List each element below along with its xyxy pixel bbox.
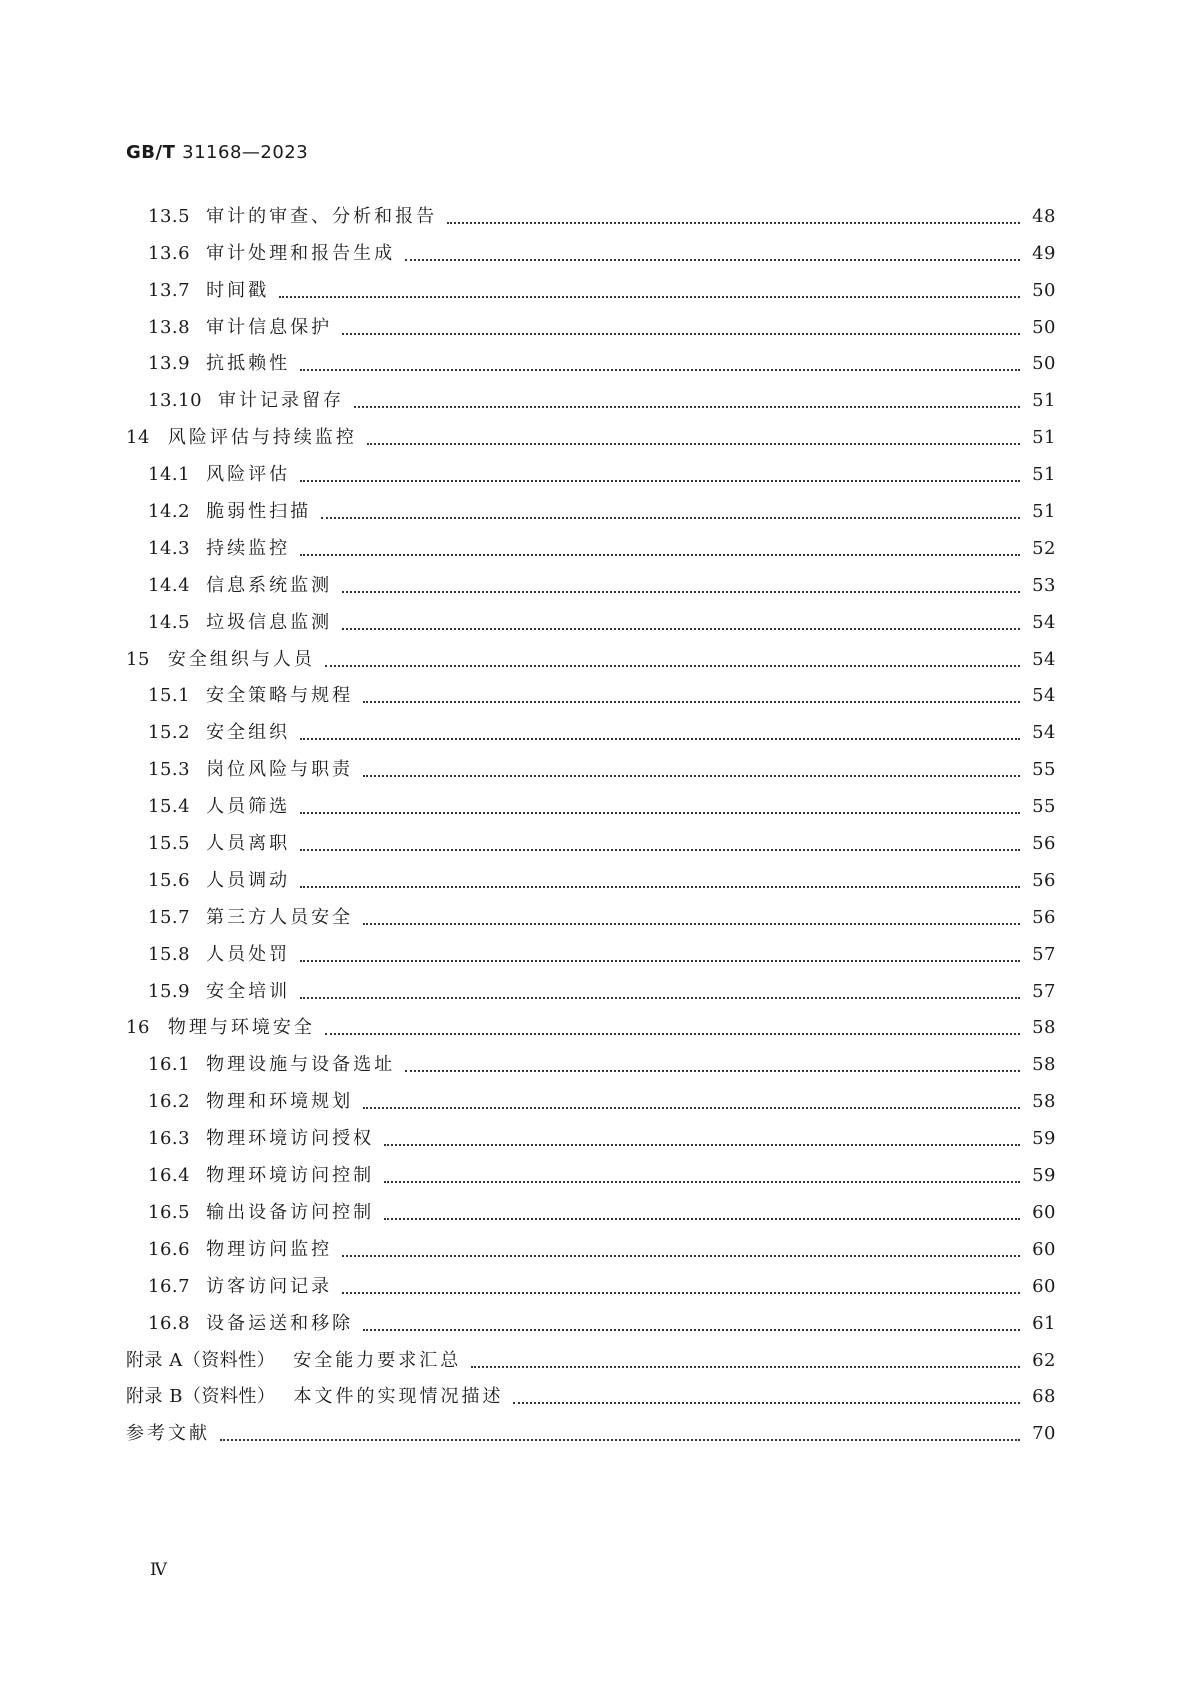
toc-entry-number: 13.5 — [148, 205, 191, 227]
toc-entry[interactable] — [126, 1076, 1056, 1113]
standard-number: 31168—2023 — [182, 142, 309, 163]
toc-entry-number: 14 — [126, 427, 150, 449]
toc-entry-title: 垃圾信息监测 — [206, 611, 333, 633]
toc-entry-title: 安全策略与规程 — [206, 685, 354, 707]
toc-entry-page: 59 — [1032, 1128, 1056, 1150]
toc-entry[interactable] — [126, 1003, 1056, 1040]
toc-entry-title: 人员筛选 — [206, 796, 291, 818]
toc-entry-page: 55 — [1032, 796, 1056, 818]
toc-leader-dots — [300, 950, 1020, 962]
toc-entry[interactable] — [126, 1039, 1056, 1076]
toc-entry-number: 15.2 — [148, 722, 191, 744]
toc-leader-dots — [384, 1171, 1020, 1183]
toc-entry[interactable] — [126, 1224, 1056, 1261]
toc-entry-page: 49 — [1032, 242, 1056, 264]
toc-entry-number: 15.6 — [148, 869, 191, 891]
toc-entry[interactable] — [126, 302, 1056, 339]
toc-leader-dots — [220, 1429, 1020, 1441]
toc-entry-number: 14.4 — [148, 574, 191, 596]
toc-entry-title: 风险评估 — [206, 464, 291, 486]
toc-entry-title: 审计的审查、分析和报告 — [206, 205, 438, 227]
toc-entry[interactable] — [126, 744, 1056, 781]
toc-entry-title: 物理与环境安全 — [167, 1017, 315, 1039]
toc-entry-number: 14.1 — [148, 464, 191, 486]
toc-leader-dots — [342, 1245, 1020, 1257]
toc-entry-title: 审计信息保护 — [206, 316, 333, 338]
toc-entry-page: 60 — [1032, 1275, 1056, 1297]
toc-entry[interactable] — [126, 560, 1056, 597]
toc-entry[interactable] — [126, 412, 1056, 449]
toc-entry-number: 附录 B（资料性） — [126, 1386, 276, 1408]
toc-leader-dots — [405, 249, 1020, 261]
toc-entry-number: 16.2 — [148, 1091, 191, 1113]
toc-entry-page: 56 — [1032, 906, 1056, 928]
toc-entry[interactable] — [126, 634, 1056, 671]
toc-entry-page: 54 — [1032, 611, 1056, 633]
toc-leader-dots — [363, 913, 1020, 925]
toc-leader-dots — [471, 1356, 1020, 1368]
toc-entry-number: 14.5 — [148, 611, 191, 633]
toc-entry-page: 56 — [1032, 869, 1056, 891]
toc-entry-page: 51 — [1032, 390, 1056, 412]
toc-entry-page: 51 — [1032, 501, 1056, 523]
toc-leader-dots — [321, 507, 1020, 519]
toc-entry-title: 人员调动 — [206, 869, 291, 891]
toc-leader-dots — [363, 1319, 1020, 1331]
toc-entry-page: 48 — [1032, 205, 1056, 227]
toc-entry-title: 输出设备访问控制 — [206, 1201, 375, 1223]
toc-entry-number: 16.3 — [148, 1128, 191, 1150]
toc-leader-dots — [300, 876, 1020, 888]
toc-entry-page: 50 — [1032, 353, 1056, 375]
toc-entry-title: 人员处罚 — [206, 943, 291, 965]
toc-leader-dots — [405, 1060, 1020, 1072]
toc-entry-page: 54 — [1032, 685, 1056, 707]
toc-leader-dots — [279, 286, 1020, 298]
toc-entry-number: 16 — [126, 1017, 150, 1039]
toc-leader-dots — [325, 1023, 1020, 1035]
toc-leader-dots — [354, 396, 1020, 408]
toc-entry-title: 物理设施与设备选址 — [206, 1054, 396, 1076]
standard-code: GB/T — [126, 142, 176, 163]
toc-leader-dots — [363, 691, 1020, 703]
toc-entry-number: 15.9 — [148, 980, 191, 1002]
toc-entry-page: 57 — [1032, 943, 1056, 965]
toc-entry-title: 安全组织 — [206, 722, 291, 744]
toc-entry-number: 15.8 — [148, 943, 191, 965]
toc-entry-title: 第三方人员安全 — [206, 906, 354, 928]
toc-entry-page: 50 — [1032, 279, 1056, 301]
toc-entry-page: 59 — [1032, 1165, 1056, 1187]
toc-entry-title: 审计处理和报告生成 — [206, 242, 396, 264]
toc-entry[interactable] — [126, 339, 1056, 376]
toc-entry[interactable] — [126, 1261, 1056, 1298]
toc-leader-dots — [300, 802, 1020, 814]
toc-entry[interactable] — [126, 966, 1056, 1003]
toc-entry-number: 14.3 — [148, 537, 191, 559]
toc-leader-dots — [384, 1134, 1020, 1146]
toc-entry-page: 52 — [1032, 537, 1056, 559]
toc-entry-number: 16.4 — [148, 1165, 191, 1187]
toc-entry[interactable] — [126, 892, 1056, 929]
page-number: Ⅳ — [150, 1560, 168, 1580]
toc-entry-page: 51 — [1032, 427, 1056, 449]
toc-entry-title: 审计记录留存 — [218, 390, 345, 412]
toc-entry-number: 15 — [126, 648, 150, 670]
toc-entry[interactable] — [126, 1408, 1056, 1445]
toc-entry-number: 14.2 — [148, 501, 191, 523]
toc-entry-title: 安全组织与人员 — [167, 648, 315, 670]
toc-leader-dots — [300, 470, 1020, 482]
toc-leader-dots — [384, 1208, 1020, 1220]
toc-entry-page: 58 — [1032, 1054, 1056, 1076]
document-header — [126, 142, 308, 163]
toc-entry[interactable] — [126, 1298, 1056, 1335]
toc-entry-page: 61 — [1032, 1312, 1056, 1334]
toc-leader-dots — [342, 323, 1020, 335]
toc-entry-page: 62 — [1032, 1349, 1056, 1371]
toc-entry-title: 岗位风险与职责 — [206, 759, 354, 781]
toc-leader-dots — [447, 212, 1020, 224]
toc-entry[interactable] — [126, 1372, 1056, 1409]
toc-entry-number: 13.6 — [148, 242, 191, 264]
toc-entry-number: 13.9 — [148, 353, 191, 375]
toc-entry-page: 57 — [1032, 980, 1056, 1002]
toc-entry[interactable] — [126, 228, 1056, 265]
toc-entry-title: 人员离职 — [206, 833, 291, 855]
toc-entry-title: 安全培训 — [206, 980, 291, 1002]
toc-entry-title: 本文件的实现情况描述 — [293, 1386, 504, 1408]
toc-leader-dots — [363, 1097, 1020, 1109]
toc-leader-dots — [342, 581, 1020, 593]
toc-entry-title: 信息系统监测 — [206, 574, 333, 596]
toc-entry-number: 16.7 — [148, 1275, 191, 1297]
toc-entry-title: 物理环境访问控制 — [206, 1165, 375, 1187]
toc-entry-number: 15.7 — [148, 906, 191, 928]
toc-entry-number: 16.1 — [148, 1054, 191, 1076]
toc-entry-page: 54 — [1032, 648, 1056, 670]
toc-entry[interactable] — [126, 486, 1056, 523]
toc-entry-page: 58 — [1032, 1091, 1056, 1113]
toc-entry-page: 58 — [1032, 1017, 1056, 1039]
toc-entry-number: 15.1 — [148, 685, 191, 707]
toc-entry-title: 脆弱性扫描 — [206, 501, 312, 523]
toc-entry-title: 抗抵赖性 — [206, 353, 291, 375]
toc-entry-title: 时间戳 — [206, 279, 270, 301]
toc-entry-number: 15.5 — [148, 833, 191, 855]
toc-leader-dots — [325, 655, 1020, 667]
toc-entry-title: 参考文献 — [126, 1423, 210, 1445]
toc-entry[interactable] — [126, 818, 1056, 855]
toc-entry-title: 设备运送和移除 — [206, 1312, 354, 1334]
toc-entry-page: 55 — [1032, 759, 1056, 781]
toc-entry-title: 访客访问记录 — [206, 1275, 333, 1297]
toc-entry[interactable] — [126, 855, 1056, 892]
toc-entry[interactable] — [126, 707, 1056, 744]
toc-entry-number: 13.8 — [148, 316, 191, 338]
toc-leader-dots — [342, 1282, 1020, 1294]
toc-entry-number: 16.8 — [148, 1312, 191, 1334]
toc-entry[interactable] — [126, 1113, 1056, 1150]
toc-entry[interactable] — [126, 449, 1056, 486]
toc-entry-page: 53 — [1032, 574, 1056, 596]
toc-leader-dots — [513, 1392, 1020, 1404]
toc-leader-dots — [367, 433, 1020, 445]
toc-leader-dots — [300, 839, 1020, 851]
toc-entry-number: 附录 A（资料性） — [126, 1349, 276, 1371]
toc-entry[interactable] — [126, 1335, 1056, 1372]
toc-entry-number: 15.4 — [148, 796, 191, 818]
toc-entry-title: 物理和环境规划 — [206, 1091, 354, 1113]
toc-entry-number: 13.7 — [148, 279, 191, 301]
table-of-contents — [126, 191, 1056, 1445]
toc-entry-title: 安全能力要求汇总 — [293, 1349, 462, 1371]
toc-leader-dots — [300, 728, 1020, 740]
toc-entry[interactable] — [126, 671, 1056, 708]
toc-entry[interactable] — [126, 1150, 1056, 1187]
toc-leader-dots — [300, 544, 1020, 556]
toc-leader-dots — [300, 987, 1020, 999]
toc-entry-page: 51 — [1032, 464, 1056, 486]
toc-entry[interactable] — [126, 523, 1056, 560]
toc-entry[interactable] — [126, 191, 1056, 228]
toc-entry-number: 15.3 — [148, 759, 191, 781]
toc-entry[interactable] — [126, 265, 1056, 302]
toc-leader-dots — [342, 618, 1020, 630]
toc-entry[interactable] — [126, 597, 1056, 634]
toc-entry-title: 风险评估与持续监控 — [167, 427, 357, 449]
toc-entry-page: 60 — [1032, 1201, 1056, 1223]
toc-entry[interactable] — [126, 1187, 1056, 1224]
toc-entry-title: 持续监控 — [206, 537, 291, 559]
toc-entry-page: 50 — [1032, 316, 1056, 338]
toc-entry-title: 物理访问监控 — [206, 1238, 333, 1260]
toc-entry-number: 16.6 — [148, 1238, 191, 1260]
toc-leader-dots — [363, 765, 1020, 777]
toc-entry[interactable] — [126, 375, 1056, 412]
toc-entry-page: 56 — [1032, 833, 1056, 855]
toc-entry[interactable] — [126, 929, 1056, 966]
toc-leader-dots — [300, 359, 1020, 371]
toc-entry-page: 68 — [1032, 1386, 1056, 1408]
toc-entry-page: 70 — [1032, 1423, 1056, 1445]
toc-entry-number: 16.5 — [148, 1201, 191, 1223]
toc-entry-number: 13.10 — [148, 390, 203, 412]
toc-entry-page: 54 — [1032, 722, 1056, 744]
toc-entry[interactable] — [126, 781, 1056, 818]
toc-entry-page: 60 — [1032, 1238, 1056, 1260]
toc-entry-title: 物理环境访问授权 — [206, 1128, 375, 1150]
